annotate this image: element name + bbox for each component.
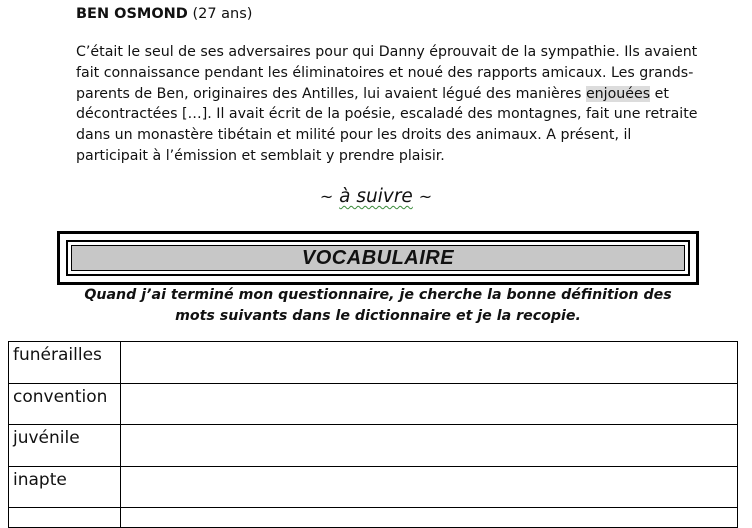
bio-line-tail: et — [650, 85, 669, 102]
bio-line — [76, 84, 676, 105]
vocabulary-title: VOCABULAIRE — [301, 246, 455, 269]
tilde-right: ~ — [418, 187, 433, 206]
character-name: BEN OSMOND — [76, 6, 188, 22]
to-be-continued-text: à suivre — [339, 186, 413, 207]
bio-line: C’était le seul de ses adversaires pour qui Danny éprouvait de la sympathie. Ils avaient — [76, 44, 698, 60]
table-row — [9, 425, 738, 467]
character-description — [76, 42, 698, 167]
bio-line: participait à l’émission et semblait y prendre plaisir. — [76, 147, 445, 164]
vocabulary-banner — [57, 231, 699, 285]
bio-line: décontractées […]. Il avait écrit de la poésie, escaladé des montagnes, fait une retraite — [76, 106, 698, 123]
vocabulary-banner-frame — [66, 240, 690, 276]
bio-line-text: parents de Ben, originaires des Antilles, lui avaient légué des manières — [76, 85, 586, 102]
table-row — [9, 466, 738, 508]
vocabulary-instruction — [56, 285, 700, 327]
definition-cell[interactable] — [121, 466, 738, 508]
vocabulary-table — [8, 341, 738, 528]
character-age: (27 ans) — [192, 6, 253, 22]
instruction-line: Quand j’ai terminé mon questionnaire, je cherche la bonne définition des — [84, 287, 672, 303]
definition-cell[interactable] — [121, 425, 738, 467]
table-row — [9, 508, 738, 528]
definition-cell[interactable] — [121, 508, 738, 528]
vocab-word-empty — [9, 508, 121, 528]
highlighted-word: enjouées — [585, 85, 651, 102]
bio-line: fait connaissance pendant les éliminatoires et noué des rapports amicaux. Les grands- — [76, 64, 694, 81]
vocab-word: inapte — [9, 466, 121, 508]
tilde-left: ~ — [319, 187, 334, 206]
table-row — [9, 383, 738, 425]
definition-cell[interactable] — [121, 383, 738, 425]
table-row — [9, 342, 738, 384]
definition-cell[interactable] — [121, 342, 738, 384]
vocab-word: juvénile — [9, 425, 121, 467]
to-be-continued — [0, 184, 752, 210]
instruction-line: mots suivants dans le dictionnaire et je la recopie. — [175, 308, 581, 324]
vocab-word: convention — [9, 383, 121, 425]
character-heading — [76, 4, 252, 24]
vocabulary-banner-fill — [71, 245, 685, 271]
vocab-word: funérailles — [9, 342, 121, 384]
bio-line: dans un monastère tibétain et milité pour les droits des animaux. A présent, il — [76, 127, 632, 144]
